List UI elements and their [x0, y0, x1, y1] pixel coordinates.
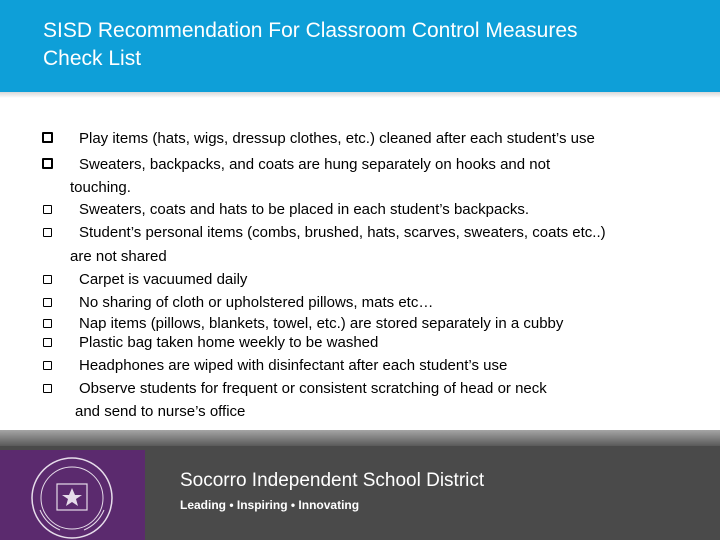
checkbox-icon	[43, 380, 52, 398]
district-seal-panel	[0, 450, 145, 540]
checkbox-icon	[43, 201, 52, 219]
page-title	[43, 17, 578, 73]
list-item: Student’s personal items (combs, brushed, hats, scarves, sweaters, coats etc..)	[79, 224, 606, 241]
list-item: Sweaters, coats and hats to be placed in each student’s backpacks.	[79, 201, 529, 218]
footer-divider	[0, 430, 720, 446]
header-divider	[0, 92, 720, 98]
checkbox-icon	[42, 130, 53, 148]
list-item: Nap items (pillows, blankets, towel, etc.) are stored separately in a cubby	[79, 315, 564, 332]
list-item-continuation: touching.	[70, 179, 131, 196]
checkbox-icon	[43, 357, 52, 375]
district-tagline: Leading • Inspiring • Innovating	[180, 498, 360, 512]
checkbox-icon	[42, 156, 53, 174]
checkbox-icon	[43, 224, 52, 242]
title-line-2: Check List	[43, 47, 142, 70]
list-item: Sweaters, backpacks, and coats are hung separately on hooks and not	[79, 156, 551, 173]
list-item: Observe students for frequent or consistent scratching of head or neck	[79, 380, 547, 397]
list-item: No sharing of cloth or upholstered pillows, mats etc…	[79, 294, 434, 311]
list-item-continuation: are not shared	[70, 248, 167, 265]
district-seal-icon	[0, 450, 145, 540]
checkbox-icon	[43, 315, 52, 333]
list-item: Play items (hats, wigs, dressup clothes, etc.) cleaned after each student’s use	[79, 130, 595, 147]
list-item-continuation: and send to nurse’s office	[75, 403, 246, 420]
list-item: Carpet is vacuumed daily	[79, 271, 248, 288]
district-name: Socorro Independent School District	[180, 470, 485, 491]
checkbox-icon	[43, 271, 52, 289]
title-line-1: SISD Recommendation For Classroom Control Measures	[43, 19, 578, 42]
checkbox-icon	[43, 334, 52, 352]
checkbox-icon	[43, 294, 52, 312]
list-item: Headphones are wiped with disinfectant after each student’s use	[79, 357, 508, 374]
list-item: Plastic bag taken home weekly to be washed	[79, 334, 379, 351]
